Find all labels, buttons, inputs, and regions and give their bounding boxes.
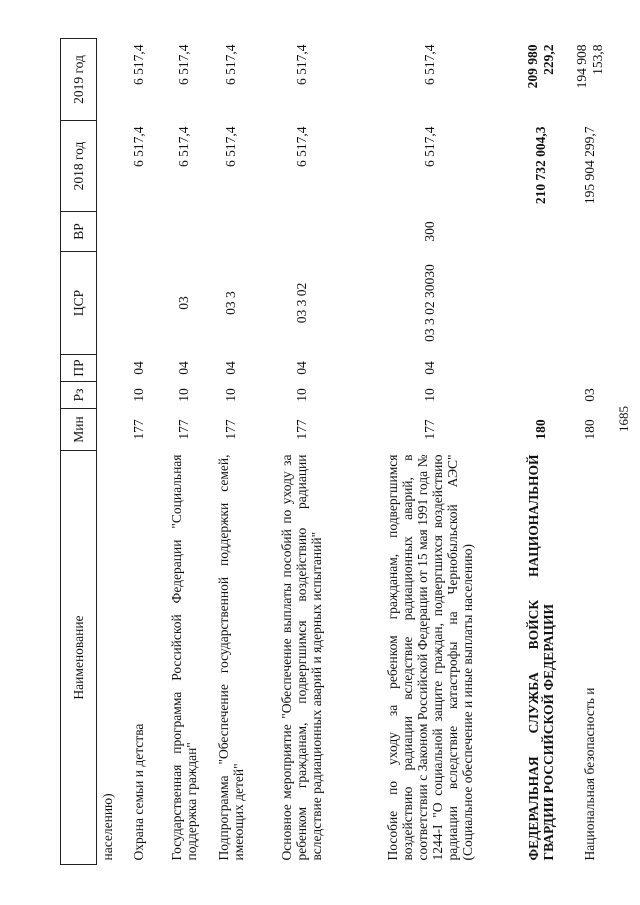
cell-min: 177	[421, 419, 437, 440]
cell-vr	[209, 212, 254, 252]
cell-vr	[97, 212, 119, 252]
cell-rz	[510, 382, 572, 409]
table-row	[209, 39, 254, 865]
header-pr: ПР	[61, 355, 97, 382]
cell-name: Основное мероприятие "Обеспечение выплаты пособий по уходу за ребенком гражданам, подвергшимся воздействию радиации вследствие радиационных аварий и ядерных испытаний"	[279, 454, 324, 861]
table-row	[572, 39, 608, 865]
cell-csr: 03	[175, 296, 191, 310]
cell-name: населению)	[100, 793, 116, 861]
table-row	[97, 39, 119, 865]
cell-csr	[97, 252, 119, 355]
cell-2019	[97, 39, 119, 121]
cell-pr: 04	[130, 361, 146, 375]
cell-vr	[159, 212, 209, 252]
table-row	[159, 39, 209, 865]
cell-rz: 10	[223, 388, 238, 402]
table-row	[350, 39, 510, 865]
cell-vr	[254, 212, 350, 252]
cell-2019: 209 980 229,2	[524, 44, 556, 89]
cell-name: Национальная безопасность и	[582, 687, 597, 861]
cell-2018: 210 732 004,3	[532, 126, 548, 205]
cell-2019: 6 517,4	[223, 44, 238, 85]
cell-2019: 6 517,4	[293, 44, 309, 85]
cell-csr: 03 3 02 30030	[421, 264, 437, 342]
table-header-row	[61, 39, 97, 865]
header-name: Наименование	[61, 451, 97, 865]
cell-vr	[572, 212, 608, 252]
header-vr: ВР	[61, 212, 97, 252]
cell-rz: 10	[293, 388, 309, 402]
cell-min: 180	[581, 419, 597, 440]
cell-name: Государственная программа Российской Федерации "Социальная поддержка граждан"	[168, 454, 199, 861]
cell-2018: 195 904 299,7	[581, 126, 597, 205]
header-2018: 2018 год	[61, 121, 97, 212]
cell-pr	[572, 355, 608, 382]
cell-2018: 6 517,4	[130, 126, 146, 167]
cell-2019: 6 517,4	[421, 44, 437, 85]
cell-min: 180	[532, 419, 548, 440]
cell-pr: 04	[223, 361, 238, 375]
cell-rz: 10	[130, 388, 146, 402]
cell-csr	[572, 252, 608, 355]
page-number: 1685	[616, 406, 631, 432]
budget-table	[60, 38, 608, 865]
cell-2019: 194 908 153,8	[573, 44, 605, 89]
cell-vr	[119, 212, 159, 252]
table-row	[510, 39, 572, 865]
cell-vr	[510, 212, 572, 252]
cell-min: 177	[223, 419, 238, 440]
cell-csr	[510, 252, 572, 355]
header-csr: ЦСР	[61, 252, 97, 355]
cell-pr: 04	[175, 361, 191, 375]
cell-2018: 6 517,4	[223, 126, 238, 167]
header-rz: Рз	[61, 382, 97, 409]
cell-rz	[97, 382, 119, 409]
cell-csr: 03 3 02	[293, 282, 309, 324]
cell-min: 177	[130, 419, 146, 440]
cell-2018: 6 517,4	[293, 126, 309, 167]
cell-min	[97, 409, 119, 451]
table-row	[119, 39, 159, 865]
cell-csr	[119, 252, 159, 355]
cell-min: 177	[175, 419, 191, 440]
cell-pr: 04	[293, 361, 309, 375]
cell-rz: 10	[421, 388, 437, 402]
cell-name: Охрана семьи и детства	[131, 723, 146, 861]
cell-min: 177	[293, 419, 309, 440]
cell-name: Пособие по уходу за ребенком гражданам, подвергшимся воздействию радиации вследствие радиационных аварий, в соответствии с Законом Российской Федерации от 15 мая 1991 года № 1244-I "О социальной защите граждан, подвергшихся воздействию радиации вследствие катастрофы на Чернобыльской АЭС" (Социальное обеспечение и иные выплаты населению)	[384, 454, 475, 861]
cell-name: ФЕДЕРАЛЬНАЯ СЛУЖБА ВОЙСК НАЦИОНАЛЬНОЙ ГВАРДИИ РОССИЙСКОЙ ФЕДЕРАЦИИ	[525, 454, 556, 861]
cell-rz: 10	[175, 388, 191, 402]
cell-2018	[97, 121, 119, 212]
cell-2018: 6 517,4	[421, 126, 437, 167]
cell-pr	[510, 355, 572, 382]
table-row	[254, 39, 350, 865]
cell-2018: 6 517,4	[175, 126, 191, 167]
cell-pr: 04	[421, 361, 437, 375]
header-min: Мин	[61, 409, 97, 451]
cell-rz: 03	[581, 388, 597, 402]
cell-vr: 300	[421, 221, 437, 242]
cell-pr	[97, 355, 119, 382]
cell-2019: 6 517,4	[175, 44, 191, 85]
cell-name: Подпрограмма "Обеспечение государственной поддержки семей, имеющих детей"	[216, 454, 246, 861]
cell-2019: 6 517,4	[130, 44, 146, 85]
cell-csr: 03 3	[223, 291, 238, 315]
header-2019: 2019 год	[61, 39, 97, 121]
